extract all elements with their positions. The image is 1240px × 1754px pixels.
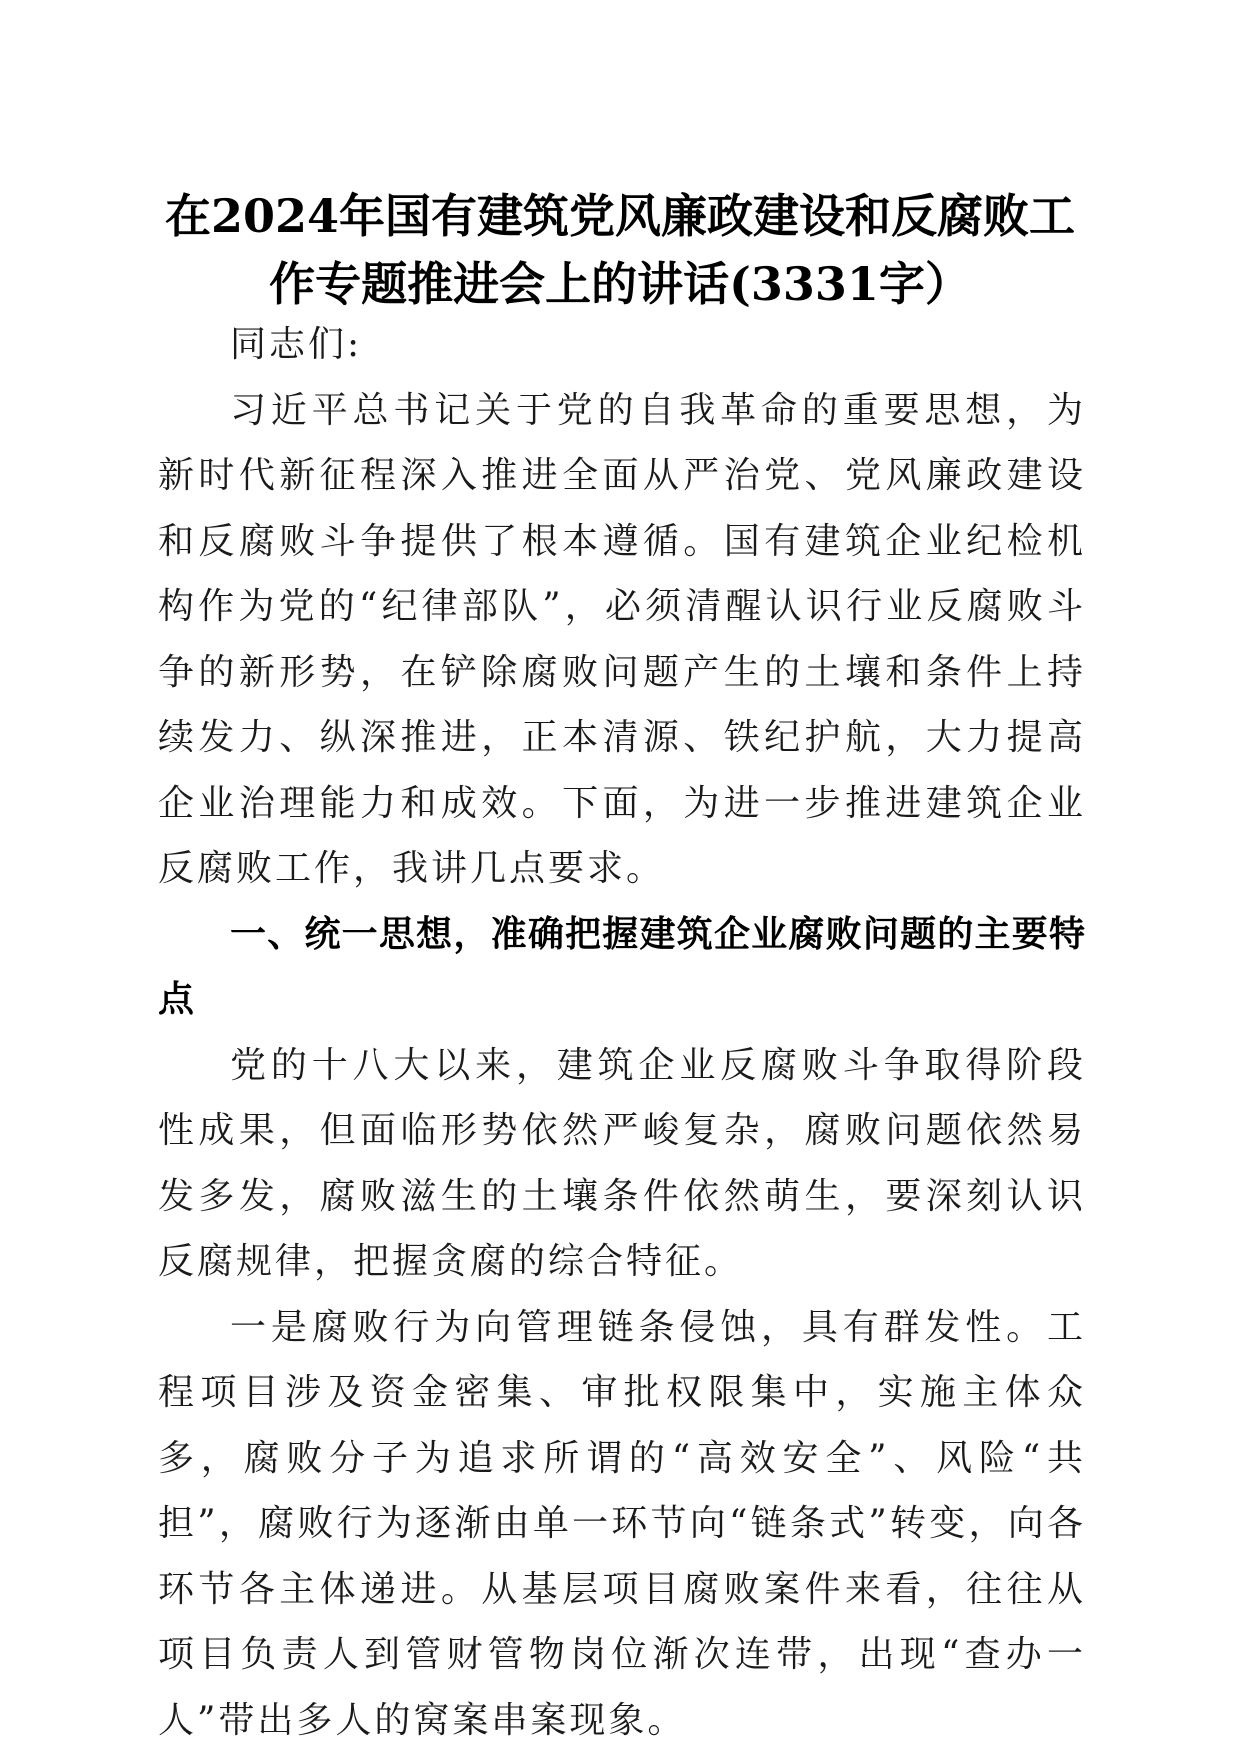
body-paragraph: 习近平总书记关于党的自我革命的重要思想，为新时代新征程深入推进全面从严治党、党风廉政建设和反腐败斗争提供了根本遵循。国有建筑企业纪检机构作为党的“纪律部队”，必须清醒认识行业反腐败斗争的新形势，在铲除腐败问题产生的土壤和条件上持续发力、纵深推进，正本清源、铁纪护航，大力提高企业治理能力和成效。下面，为进一步推进建筑企业反腐败工作，我讲几点要求。 [158, 389, 1086, 889]
body-paragraph: 一是腐败行为向管理链条侵蚀，具有群发性。工程项目涉及资金密集、审批权限集中，实施主体众多，腐败分子为追求所谓的“高效安全”、风险“共担”，腐败行为逐渐由单一环节向“链条式”转变，向各环节各主体递进。从基层项目腐败案件来看，往往从项目负责人到管财管物岗位渐次连带，出现“查办一人”带出多人的窝案串案现象。 [158, 1306, 1086, 1741]
body-paragraph: 党的十八大以来，建筑企业反腐败斗争取得阶段性成果，但面临形势依然严峻复杂，腐败问题依然易发多发，腐败滋生的土壤条件依然萌生，要深刻认识反腐规律，把握贪腐的综合特征。 [158, 1044, 1086, 1282]
title-line-2: 作专题推进会上的讲话(3331字） [269, 257, 971, 311]
salutation: 同志们: [230, 324, 363, 365]
document-title [150, 182, 1090, 318]
document-body [158, 312, 1086, 1753]
title-line-1: 在2024年国有建筑党风廉政建设和反腐败工 [164, 189, 1076, 243]
section-heading: 一、统一思想，准确把握建筑企业腐败问题的主要特点 [158, 913, 1086, 1020]
